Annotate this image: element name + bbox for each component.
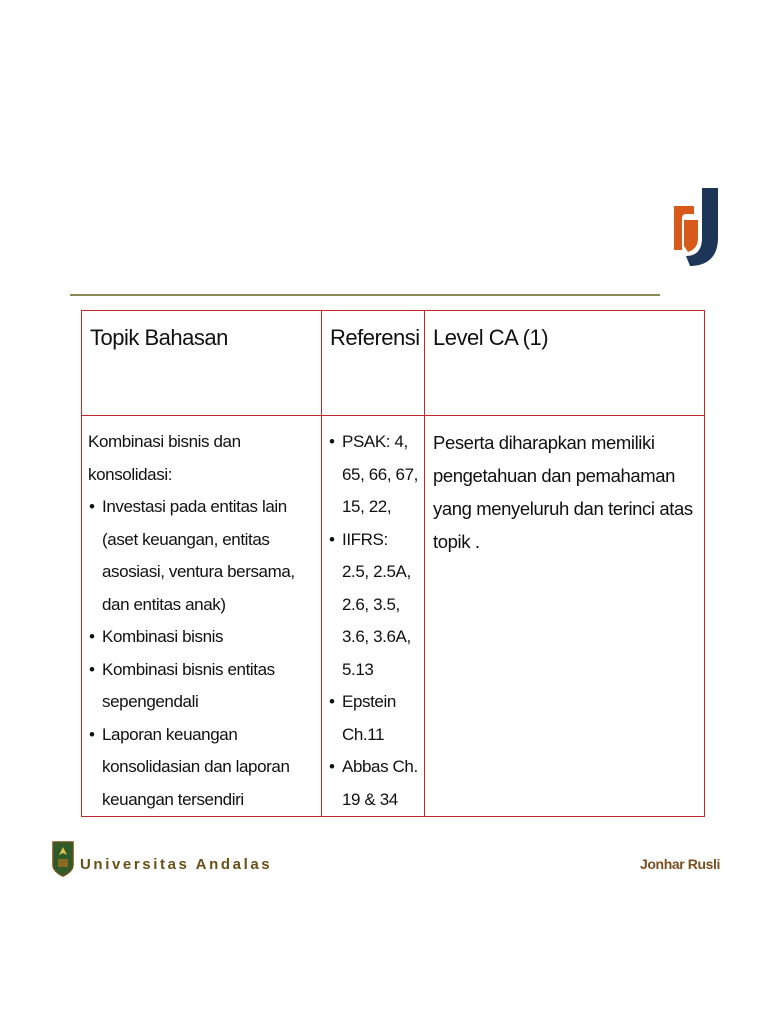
header-topik: Topik Bahasan bbox=[82, 311, 322, 416]
table-header-row bbox=[82, 311, 705, 416]
list-item: • Kombinasi bisnis bbox=[88, 621, 315, 654]
list-item: • IIFRS: 2.5, 2.5A, 2.6, 3.5, 3.6, 3.6A, 5.13 bbox=[328, 524, 418, 687]
table-row bbox=[82, 416, 705, 817]
header-divider bbox=[70, 294, 660, 296]
list-item: • Epstein Ch.11 bbox=[328, 686, 418, 751]
header-referensi: Referensi bbox=[322, 311, 425, 416]
university-crest-icon bbox=[52, 841, 74, 877]
topic-table bbox=[81, 310, 705, 817]
reference-cell bbox=[322, 416, 425, 817]
university-name: Universitas Andalas bbox=[80, 856, 273, 873]
header-level: Level CA (1) bbox=[425, 311, 705, 416]
list-item: • PSAK: 4, 65, 66, 67, 15, 22, bbox=[328, 426, 418, 524]
reference-list bbox=[328, 426, 418, 816]
topic-intro: Kombinasi bisnis dan konsolidasi: bbox=[88, 432, 241, 484]
level-cell bbox=[425, 416, 705, 817]
list-item: • Abbas Ch. 19 & 34 bbox=[328, 751, 418, 816]
brand-logo-icon bbox=[672, 186, 720, 268]
level-description: Peserta diharapkan memiliki pengetahuan dan pemahaman yang menyeluruh dan terinci atas topik . bbox=[433, 432, 693, 552]
list-item: • Kombinasi bisnis entitas sepengendali bbox=[88, 654, 315, 719]
topic-list bbox=[88, 491, 315, 816]
list-item: • Investasi pada entitas lain (aset keuangan, entitas asosiasi, ventura bersama, dan entitas anak) bbox=[88, 491, 315, 621]
author-name: Jonhar Rusli bbox=[640, 856, 720, 872]
topic-cell bbox=[82, 416, 322, 817]
list-item: • Laporan keuangan konsolidasian dan laporan keuangan tersendiri bbox=[88, 719, 315, 817]
